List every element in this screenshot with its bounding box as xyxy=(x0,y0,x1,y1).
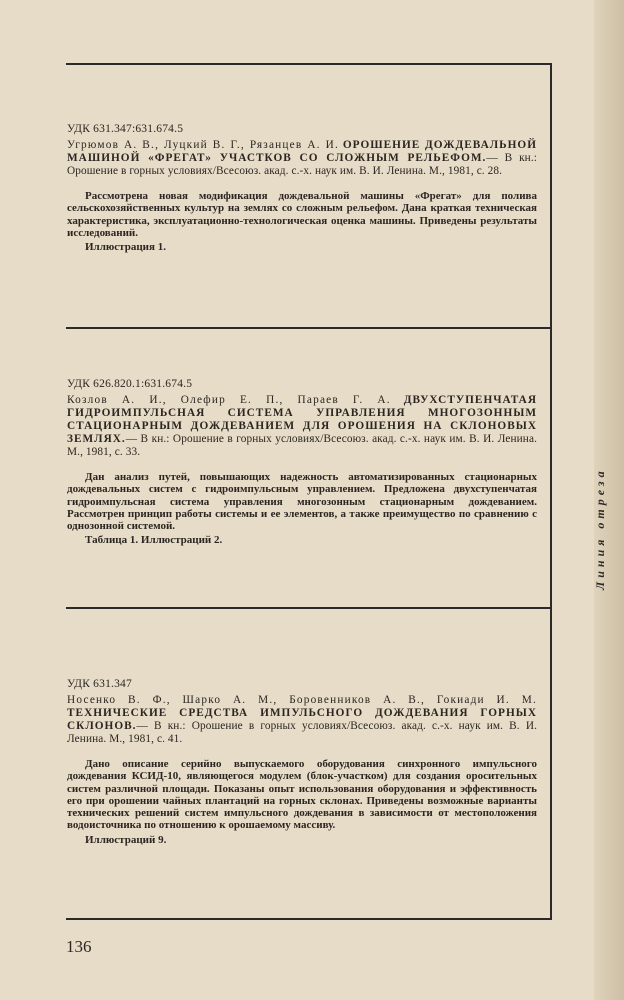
abstract-text: Дано описание серийно выпускаемого оборудования синхронного импульсного дождевания КСИД-10, являющегося модулем (блок-участком) для создания оросительных систем различной площади. Показаны опыт использования оборудования и эффективность его при орошении чайных плантаций на горных склонах. Приведены возможные варианты технических решений систем импульсного дождевания в зависимости от местоположения водоисточника по отношению к орошаемому массиву. xyxy=(67,758,537,832)
citation xyxy=(67,139,537,178)
abstract-card xyxy=(67,378,537,546)
authors: Носенко В. Ф., Шарко А. М., Боровенников А. В., Гокиади И. М. xyxy=(67,694,537,706)
abstract-text: Рассмотрена новая модификация дождевальной машины «Фрегат» для полива сельскохозяйственных культур на землях со сложным рельефом. Дана краткая техническая характеристика, эксплуатационно-технологическая оценка машины. Приведены результаты исследований. xyxy=(67,190,537,239)
udc-code: УДК 626.820.1:631.674.5 xyxy=(67,378,193,390)
divider-top xyxy=(66,63,552,65)
udc-code: УДК 631.347:631.674.5 xyxy=(67,123,184,135)
cut-line xyxy=(550,63,552,920)
page-number: 136 xyxy=(66,937,92,956)
citation xyxy=(67,394,537,459)
source: — В кн.: Орошение в горных условиях/Всесоюз. акад. с.-х. наук им. В. И. Ленина. М., 1981, с. 33. xyxy=(67,433,537,458)
abstract-card xyxy=(67,123,537,253)
authors: Угрюмов А. В., Луцкий В. Г., Рязанцев А. И. xyxy=(67,139,340,151)
source: — В кн.: Орошение в горных условиях/Всесоюз. акад. с.-х. наук им. В. И. Ленина. М., 1981, с. 28. xyxy=(67,152,537,177)
title: ТЕХНИЧЕСКИЕ СРЕДСТВА ИМПУЛЬСНОГО ДОЖДЕВАНИЯ ГОРНЫХ СКЛОНОВ. xyxy=(67,707,537,732)
illustration-count: Иллюстраций 9. xyxy=(85,833,167,846)
divider-1 xyxy=(66,327,552,329)
abstract-card xyxy=(67,678,537,846)
citation xyxy=(67,694,537,746)
divider-bottom xyxy=(66,918,552,920)
abstract-text: Дан анализ путей, повышающих надежность автоматизированных стационарных дождевальных систем с гидроимпульсным управлением. Предложена двухступенчатая гидроимпульсная система управления многозонным стационарным дождеванием. Рассмотрен принцип работы системы и ее элементов, а также преимущество по сравнению с однозонной системой. xyxy=(67,471,537,533)
authors: Козлов А. И., Олефир Е. П., Параев Г. А. xyxy=(67,394,391,406)
udc-code: УДК 631.347 xyxy=(67,678,132,690)
source: — В кн.: Орошение в горных условиях/Всесоюз. акад. с.-х. наук им. В. И. Ленина. М., 1981, с. 41. xyxy=(67,720,537,745)
illustration-count: Иллюстрация 1. xyxy=(85,241,166,254)
cut-line-label: Линия отреза xyxy=(593,467,607,590)
illustration-count: Таблица 1. Иллюстраций 2. xyxy=(85,534,223,547)
divider-2 xyxy=(66,607,552,609)
title: ДВУХСТУПЕНЧАТАЯ ГИДРОИМПУЛЬСНАЯ СИСТЕМА УПРАВЛЕНИЯ МНОГОЗОННЫМ СТАЦИОНАРНЫМ ДОЖДЕВАНИЕМ ДЛЯ ОРОШЕНИЯ НА СКЛОНОВЫХ ЗЕМЛЯХ. xyxy=(67,394,537,445)
title: ОРОШЕНИЕ ДОЖДЕВАЛЬНОЙ МАШИНОЙ «ФРЕГАТ» УЧАСТКОВ СО СЛОЖНЫМ РЕЛЬЕФОМ. xyxy=(67,139,537,164)
